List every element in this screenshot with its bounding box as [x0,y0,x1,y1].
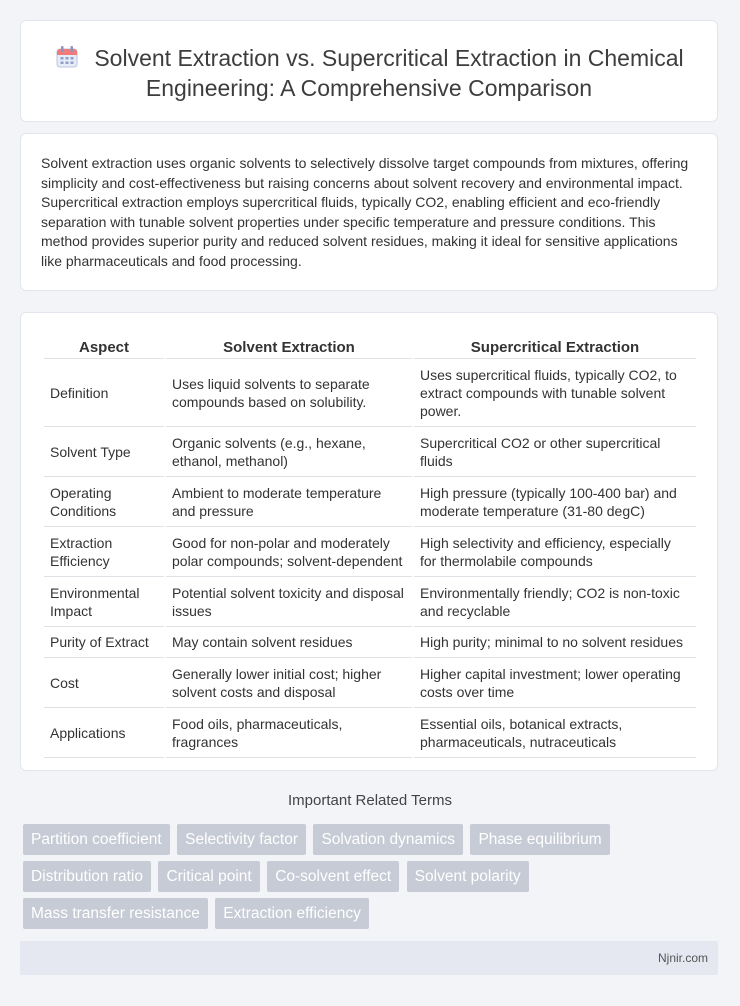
aspect-cell: Purity of Extract [44,627,164,658]
table-row [44,708,696,758]
aspect-cell: Operating Conditions [44,477,164,527]
solvent-cell: Good for non-polar and moderately polar compounds; solvent-dependent [166,527,412,577]
related-terms-list [23,824,723,935]
solvent-cell: Generally lower initial cost; higher solvent costs and disposal [166,658,412,708]
header-supercritical: Supercritical Extraction [414,333,696,359]
supercritical-cell: High pressure (typically 100-400 bar) and moderate temperature (31-80 degC) [414,477,696,527]
aspect-cell: Environmental Impact [44,577,164,627]
term-tag-co-solvent-effect[interactable]: Co-solvent effect [267,861,399,892]
aspect-cell: Applications [44,708,164,758]
term-tag-solvation-dynamics[interactable]: Solvation dynamics [313,824,463,855]
supercritical-cell: Supercritical CO2 or other supercritical fluids [414,427,696,477]
calendar-icon [54,44,80,70]
solvent-cell: Potential solvent toxicity and disposal issues [166,577,412,627]
related-terms-heading: Important Related Terms [288,792,452,809]
supercritical-cell: Essential oils, botanical extracts, pharmaceuticals, nutraceuticals [414,708,696,758]
table-row [44,527,696,577]
solvent-cell: Food oils, pharmaceuticals, fragrances [166,708,412,758]
solvent-cell: Organic solvents (e.g., hexane, ethanol, methanol) [166,427,412,477]
aspect-cell: Definition [44,359,164,427]
term-tag-selectivity-factor[interactable]: Selectivity factor [177,824,306,855]
aspect-cell: Solvent Type [44,427,164,477]
header-aspect: Aspect [44,333,164,359]
table-row [44,627,696,658]
table-row [44,427,696,477]
comparison-card [20,312,718,771]
page-title [51,43,687,103]
intro-card [20,133,718,291]
aspect-cell: Extraction Efficiency [44,527,164,577]
supercritical-cell: Uses supercritical fluids, typically CO2, to extract compounds with tunable solvent power. [414,359,696,427]
table-row [44,577,696,627]
solvent-cell: Uses liquid solvents to separate compounds based on solubility. [166,359,412,427]
supercritical-cell: High purity; minimal to no solvent residues [414,627,696,658]
table-header-row [44,333,696,359]
term-tag-partition-coefficient[interactable]: Partition coefficient [23,824,170,855]
term-tag-phase-equilibrium[interactable]: Phase equilibrium [470,824,609,855]
solvent-cell: Ambient to moderate temperature and pressure [166,477,412,527]
comparison-table [42,333,698,758]
footer [20,941,718,975]
footer-site-link[interactable]: Njnir.com [657,951,708,965]
supercritical-cell: High selectivity and efficiency, especially for thermolabile compounds [414,527,696,577]
table-row [44,477,696,527]
supercritical-cell: Environmentally friendly; CO2 is non-toxic and recyclable [414,577,696,627]
intro-paragraph: Solvent extraction uses organic solvents to selectively dissolve target compounds from mixtures, offering simplicity and cost-effectiveness but raising concerns about solvent recovery and environmental impact. Supercritical extraction employs supercritical fluids, typically CO2, enabling efficient and eco-friendly separation with tunable solvent properties under specific temperature and pressure conditions. This method provides superior purity and reduced solvent residues, making it ideal for sensitive applications like pharmaceuticals and food processing. [41,155,689,269]
term-tag-solvent-polarity[interactable]: Solvent polarity [407,861,529,892]
aspect-cell: Cost [44,658,164,708]
table-row [44,658,696,708]
term-tag-extraction-efficiency[interactable]: Extraction efficiency [215,898,369,929]
term-tag-distribution-ratio[interactable]: Distribution ratio [23,861,151,892]
title-card [20,20,718,122]
header-solvent: Solvent Extraction [166,333,412,359]
term-tag-mass-transfer-resistance[interactable]: Mass transfer resistance [23,898,208,929]
solvent-cell: May contain solvent residues [166,627,412,658]
term-tag-critical-point[interactable]: Critical point [158,861,259,892]
table-row [44,359,696,427]
supercritical-cell: Higher capital investment; lower operating costs over time [414,658,696,708]
page-title-text: Solvent Extraction vs. Supercritical Extraction in Chemical Engineering: A Comprehensive Comparison [94,45,684,101]
